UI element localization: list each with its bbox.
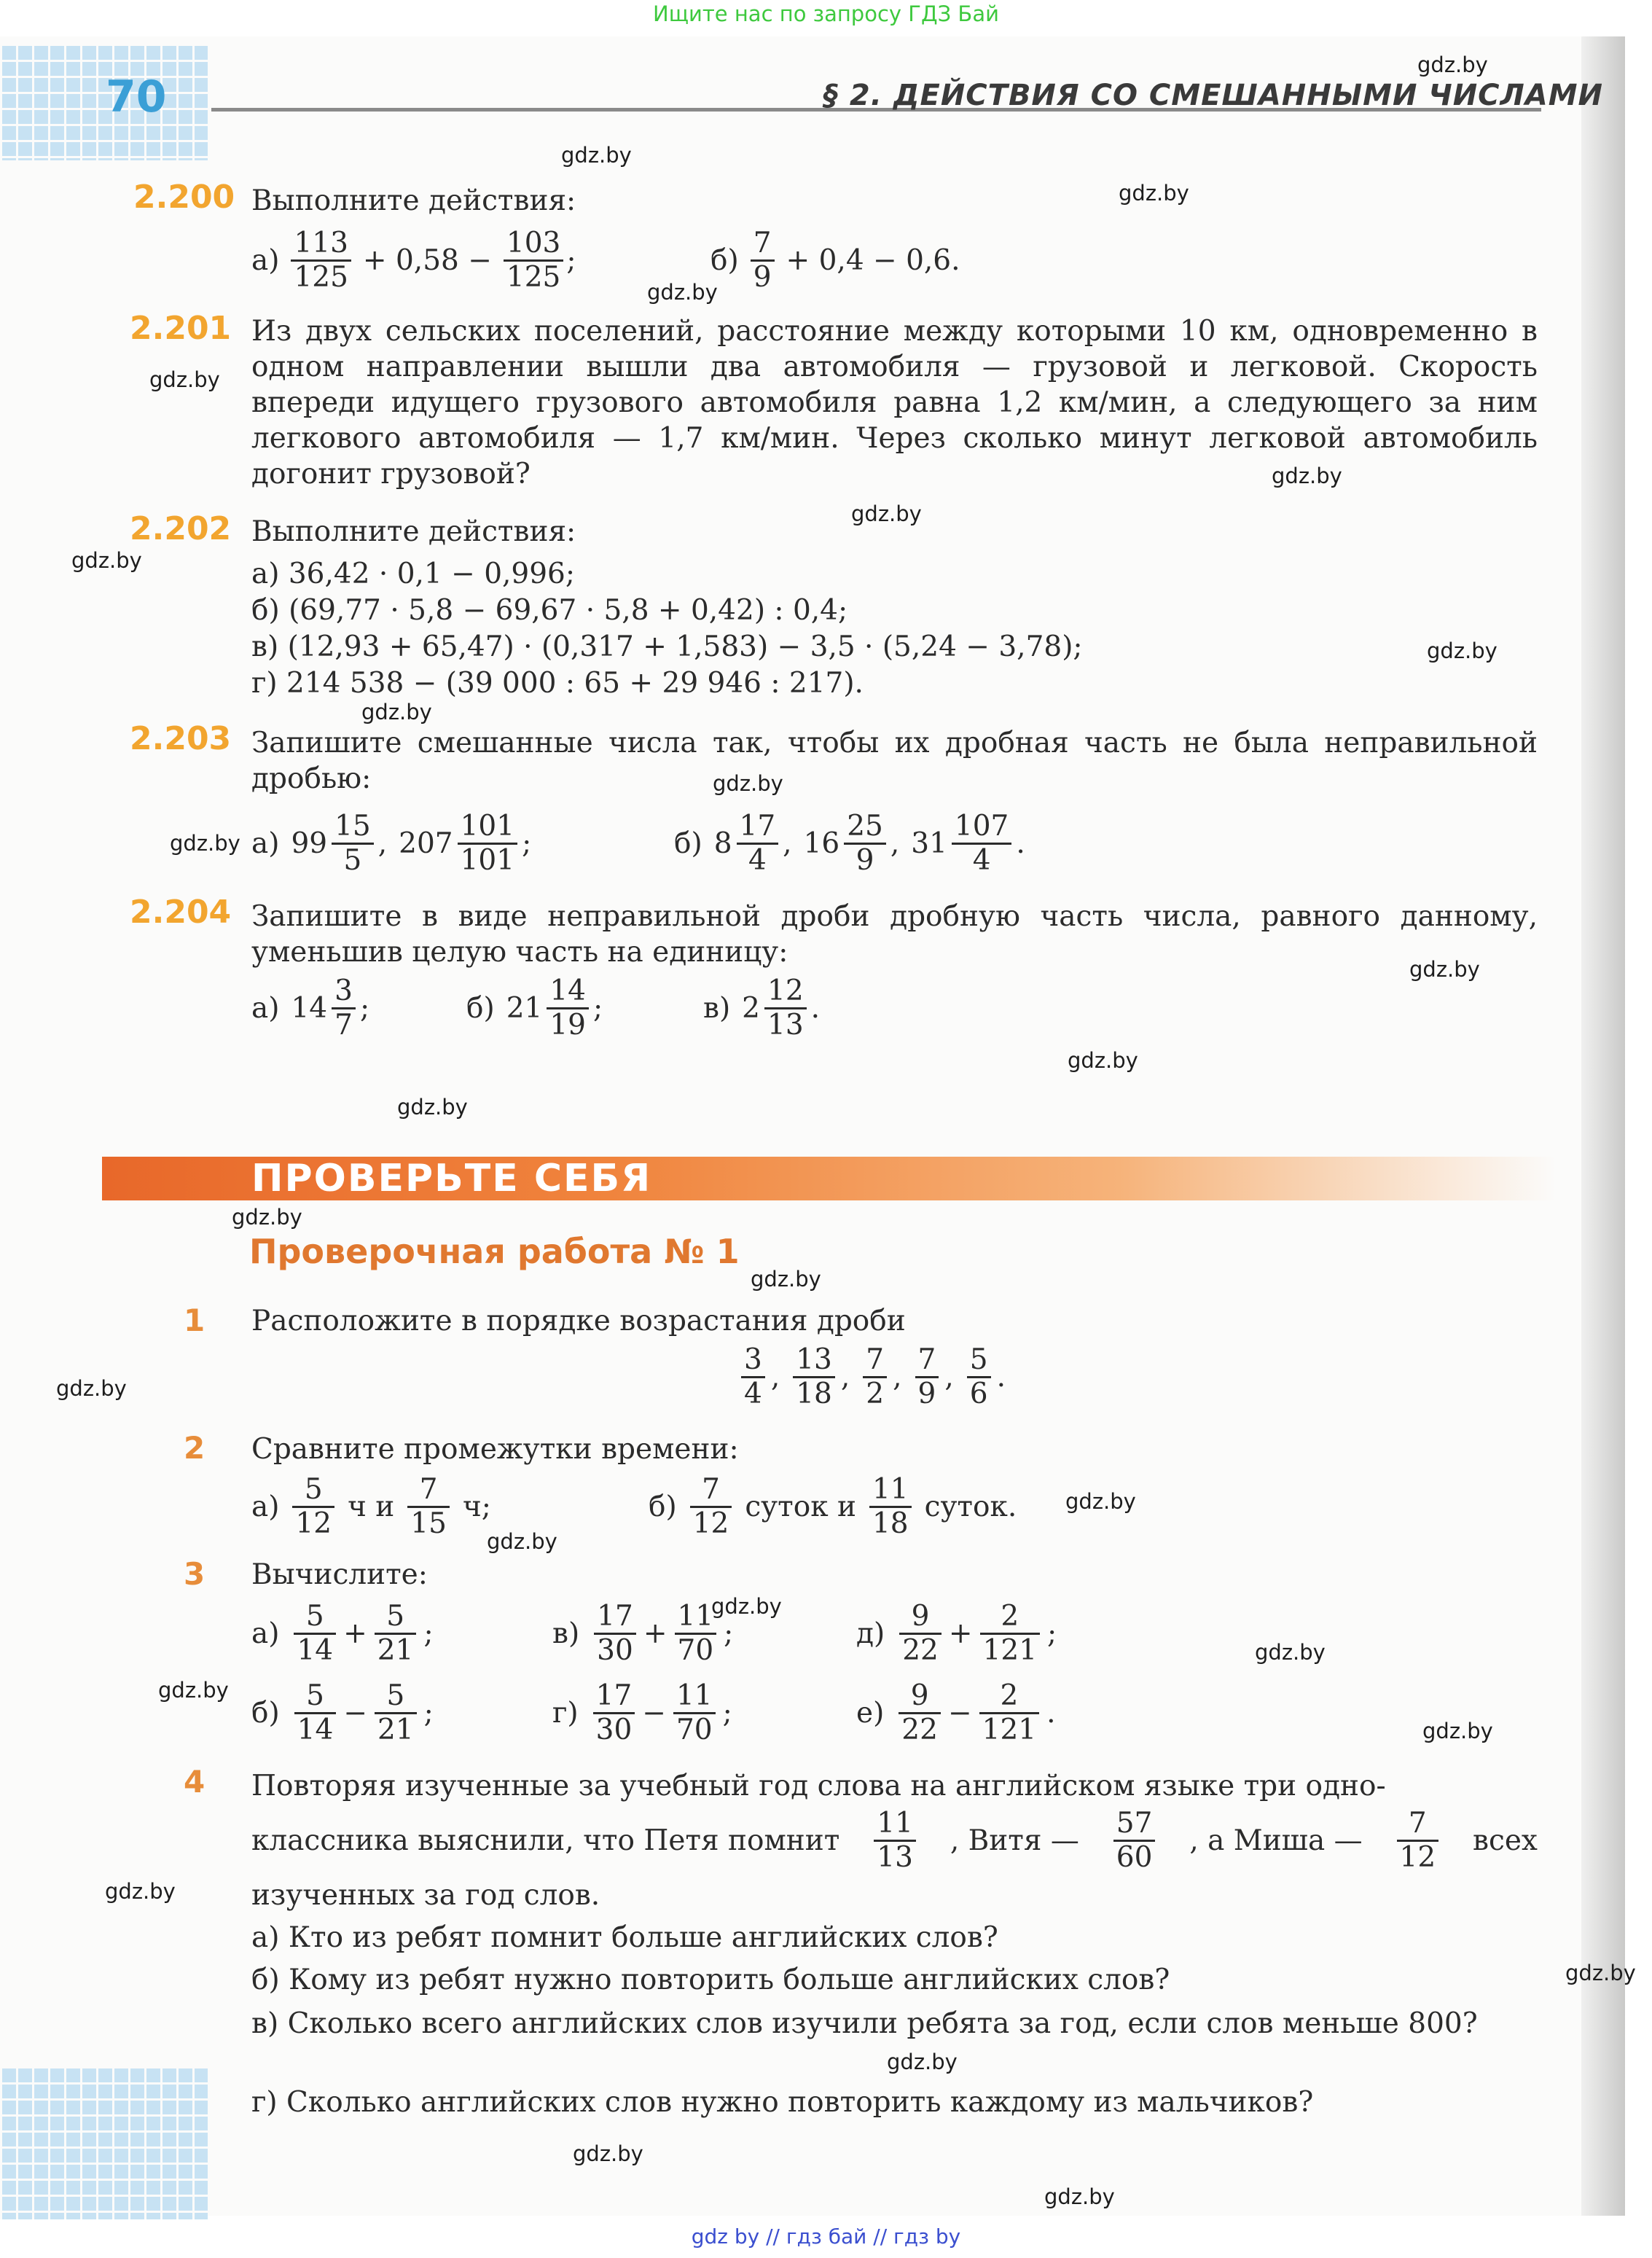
watermark: gdz.by <box>487 1529 557 1554</box>
section-banner-title: ПРОВЕРЬТЕ СЕБЯ <box>251 1157 652 1200</box>
fraction: $\frac{5}{6}$ <box>967 1344 991 1410</box>
task-number: 3 <box>184 1556 205 1592</box>
fraction: $\frac{101}{101}$ <box>458 810 517 877</box>
separator: , <box>890 827 900 860</box>
separator: ; <box>423 1697 434 1730</box>
fraction: $\frac{17}{30}$ <box>593 1680 635 1746</box>
watermark: gdz.by <box>1255 1640 1326 1665</box>
problem-text: Выполните действия: <box>251 184 576 217</box>
separator: , <box>770 1361 780 1394</box>
problem-expression <box>710 227 960 294</box>
task-number: 4 <box>184 1764 205 1800</box>
expression-text: ч; <box>462 1491 491 1523</box>
task-text: Повторяя изученные за учебный год слова на английском языке три одно- <box>251 1770 1386 1802</box>
problem-expression <box>251 227 576 294</box>
separator: . <box>1046 1697 1056 1730</box>
separator: . <box>1016 827 1025 860</box>
watermark: gdz.by <box>1068 1048 1138 1073</box>
whole-part: 14 <box>291 992 328 1025</box>
problem-expression <box>674 810 1025 877</box>
fraction: $\frac{25}{9}$ <box>844 810 886 877</box>
problem-number: 2.202 <box>130 510 232 547</box>
fraction: $\frac{107}{4}$ <box>952 810 1011 877</box>
watermark: gdz.by <box>1119 181 1189 206</box>
task-text: изученных за год слов. <box>251 1879 600 1912</box>
item-label: б) <box>251 1697 280 1730</box>
fraction: $\frac{11}{70}$ <box>673 1680 716 1746</box>
task-expression <box>649 1474 1017 1540</box>
page-number: 70 <box>106 71 167 122</box>
whole-part: 16 <box>803 827 840 860</box>
expression-line: а) 36,42 · 0,1 − 0,996; <box>251 558 575 590</box>
fraction: $\frac{17}{4}$ <box>737 810 779 877</box>
fraction: $\frac{5}{14}$ <box>294 1601 336 1667</box>
task-text: всех <box>1473 1824 1538 1857</box>
item-label: д) <box>856 1617 885 1650</box>
fraction: $\frac{7}{12}$ <box>1397 1808 1439 1874</box>
expression-line: в) (12,93 + 65,47) · (0,317 + 1,583) − 3,5 · (5,24 − 3,78); <box>251 630 1083 663</box>
fraction: $\frac{113}{125}$ <box>291 227 351 294</box>
item-label: а) <box>251 244 280 277</box>
task-text: Сравните промежутки времени: <box>251 1433 739 1466</box>
watermark: gdz.by <box>105 1879 176 1904</box>
problem-expression <box>251 975 369 1042</box>
task-expression <box>856 1601 1057 1667</box>
task-text: Вычислите: <box>251 1558 428 1591</box>
top-banner[interactable]: Ищите нас по запросу ГДЗ Бай <box>653 1 999 26</box>
watermark: gdz.by <box>713 771 783 796</box>
separator: ; <box>522 827 532 860</box>
fraction: $\frac{7}{9}$ <box>751 227 775 294</box>
watermark: gdz.by <box>1272 464 1342 488</box>
watermark: gdz.by <box>149 367 220 392</box>
operator: − <box>947 1697 972 1730</box>
problem-number: 2.201 <box>130 310 232 347</box>
problem-number: 2.204 <box>130 894 232 931</box>
watermark: gdz.by <box>647 280 718 305</box>
watermark: gdz.by <box>1044 2184 1115 2209</box>
watermark: gdz.by <box>71 548 142 573</box>
separator: ; <box>722 1697 732 1730</box>
page-spine-shadow <box>1581 36 1625 2216</box>
fraction: $\frac{3}{7}$ <box>332 975 356 1042</box>
watermark: gdz.by <box>887 2050 958 2074</box>
item-label: б) <box>466 992 495 1025</box>
task-expression <box>251 1680 434 1746</box>
watermark: gdz.by <box>1417 52 1488 77</box>
corner-grid-decoration-top <box>0 44 208 160</box>
corner-grid-decoration-bottom <box>0 2066 208 2219</box>
fraction: $\frac{7}{12}$ <box>690 1474 732 1540</box>
watermark: gdz.by <box>561 143 632 168</box>
question: б) Кому из ребят нужно повторить больше английских слов? <box>251 1964 1170 1996</box>
fraction: $\frac{15}{5}$ <box>332 810 374 877</box>
question: г) Сколько английских слов нужно повторить каждому из мальчиков? <box>251 2086 1314 2119</box>
task-text: классника выяснили, что Петя помнит <box>251 1824 840 1857</box>
whole-part: 8 <box>713 827 732 860</box>
item-label: в) <box>703 992 731 1025</box>
watermark: gdz.by <box>232 1205 302 1230</box>
whole-part: 31 <box>911 827 947 860</box>
separator: . <box>810 992 821 1025</box>
item-label: б) <box>710 244 739 277</box>
watermark: gdz.by <box>361 700 432 724</box>
task-expression <box>856 1680 1055 1746</box>
watermark: gdz.by <box>1565 1961 1636 1985</box>
fraction: $\frac{103}{125}$ <box>504 227 563 294</box>
item-label: а) <box>251 992 280 1025</box>
watermark: gdz.by <box>397 1095 468 1120</box>
operator: − <box>343 1697 368 1730</box>
fraction: $\frac{5}{12}$ <box>292 1474 334 1540</box>
operator: − <box>642 1697 666 1730</box>
fraction: $\frac{2}{121}$ <box>980 1601 1040 1667</box>
operator: + <box>643 1617 668 1650</box>
separator: , <box>893 1361 902 1394</box>
question: а) Кто из ребят помнит больше английских слов? <box>251 1921 998 1954</box>
fraction: $\frac{17}{30}$ <box>594 1601 636 1667</box>
test-title: Проверочная работа № 1 <box>249 1232 740 1271</box>
operator: + <box>343 1617 367 1650</box>
separator: ; <box>724 1617 734 1650</box>
fraction: $\frac{5}{21}$ <box>375 1601 417 1667</box>
fraction: $\frac{12}{13}$ <box>764 975 807 1042</box>
fraction: $\frac{11}{13}$ <box>874 1808 916 1874</box>
watermark: gdz.by <box>851 501 922 526</box>
watermark: gdz.by <box>158 1678 229 1703</box>
item-label: а) <box>251 827 280 860</box>
expression-line: г) 214 538 − (39 000 : 65 + 29 946 : 217). <box>251 667 864 700</box>
watermark: gdz.by <box>573 2141 643 2166</box>
expression-text: + 0,4 − 0,6. <box>786 244 960 277</box>
task-text-with-fractions <box>251 1808 1538 1874</box>
item-label: а) <box>251 1491 280 1523</box>
problem-text: Запишите в виде неправильной дроби дробную часть числа, равного данному, уменьшив целую часть на единицу: <box>251 900 1538 969</box>
separator: , <box>783 827 792 860</box>
watermark: gdz.by <box>56 1376 127 1401</box>
watermark: gdz.by <box>1427 638 1498 663</box>
fraction: $\frac{5}{14}$ <box>294 1680 337 1746</box>
bottom-banner[interactable]: gdz by // гдз бай // гдз by <box>691 2224 961 2249</box>
separator: ; <box>423 1617 434 1650</box>
whole-part: 99 <box>291 827 328 860</box>
expression-line: б) (69,77 · 5,8 − 69,67 · 5,8 + 0,42) : 0,4; <box>251 594 848 627</box>
watermark: gdz.by <box>1422 1719 1493 1743</box>
item-label: б) <box>674 827 702 860</box>
task-text: , а Миша — <box>1189 1824 1363 1857</box>
problem-text: Из двух сельских поселений, расстояние между которыми 10 км, одновременно в одном направлении вышли два автомобиля — грузовой и легковой. Скорость впереди идущего грузового автомобиля равна 1,2 км/мин, а следующего за ним легкового автомобиля — 1,7 км/мин. Через сколько минут легковой автомобиль догонит грузовой? <box>251 315 1538 491</box>
item-label: б) <box>649 1491 677 1523</box>
task-expression <box>552 1601 733 1667</box>
fraction: $\frac{7}{9}$ <box>915 1344 939 1410</box>
watermark: gdz.by <box>751 1267 821 1292</box>
expression-text: суток. <box>924 1491 1017 1523</box>
separator: ; <box>1047 1617 1057 1650</box>
fraction: $\frac{14}{19}$ <box>547 975 589 1042</box>
whole-part: 2 <box>742 992 760 1025</box>
problem-text: Запишите смешанные числа так, чтобы их дробная часть не была неправильной дробью: <box>251 727 1538 795</box>
expression-text: ч и <box>348 1491 395 1523</box>
fraction: $\frac{5}{21}$ <box>375 1680 417 1746</box>
fraction: $\frac{2}{121}$ <box>979 1680 1039 1746</box>
expression-text: суток и <box>745 1491 856 1523</box>
whole-part: 21 <box>506 992 543 1025</box>
separator: . <box>996 1361 1006 1394</box>
fraction: $\frac{9}{22}$ <box>899 1601 942 1667</box>
fraction-list <box>740 1344 1006 1410</box>
problem-number: 2.200 <box>133 179 235 216</box>
problem-expression <box>251 810 531 877</box>
watermark: gdz.by <box>711 1594 782 1619</box>
task-text: , Витя — <box>950 1824 1079 1857</box>
watermark: gdz.by <box>1065 1489 1136 1514</box>
item-label: г) <box>552 1697 579 1730</box>
task-text: Расположите в порядке возрастания дроби <box>251 1305 906 1337</box>
separator: ; <box>359 992 370 1025</box>
problem-expression <box>466 975 603 1042</box>
watermark: gdz.by <box>1409 957 1480 982</box>
fraction: $\frac{7}{15}$ <box>407 1474 450 1540</box>
task-number: 1 <box>184 1302 205 1338</box>
separator: ; <box>592 992 603 1025</box>
problem-expression <box>703 975 820 1042</box>
problem-number: 2.203 <box>130 720 232 757</box>
fraction: $\frac{13}{18}$ <box>793 1344 835 1410</box>
item-label: в) <box>552 1617 580 1650</box>
watermark: gdz.by <box>170 831 240 856</box>
fraction: $\frac{57}{60}$ <box>1113 1808 1156 1874</box>
task-expression <box>251 1474 491 1540</box>
fraction: $\frac{3}{4}$ <box>741 1344 765 1410</box>
separator: , <box>840 1361 850 1394</box>
task-expression <box>552 1680 732 1746</box>
fraction: $\frac{7}{2}$ <box>863 1344 887 1410</box>
expression-text: ; <box>566 244 576 277</box>
chapter-title: § 2. ДЕЙСТВИЯ СО СМЕШАННЫМИ ЧИСЛАМИ <box>823 79 1603 112</box>
fraction: $\frac{11}{18}$ <box>869 1474 912 1540</box>
fraction: $\frac{11}{70}$ <box>675 1601 717 1667</box>
task-expression <box>251 1601 434 1667</box>
item-label: е) <box>856 1697 885 1730</box>
expression-text: + 0,58 − <box>362 244 492 277</box>
whole-part: 207 <box>399 827 453 860</box>
operator: + <box>948 1617 973 1650</box>
item-label: а) <box>251 1617 280 1650</box>
question: в) Сколько всего английских слов изучили ребята за год, если слов меньше 800? <box>251 2007 1478 2040</box>
problem-text: Выполните действия: <box>251 515 576 548</box>
separator: , <box>377 827 388 860</box>
task-number: 2 <box>184 1430 205 1466</box>
fraction: $\frac{9}{22}$ <box>899 1680 941 1746</box>
separator: , <box>944 1361 954 1394</box>
